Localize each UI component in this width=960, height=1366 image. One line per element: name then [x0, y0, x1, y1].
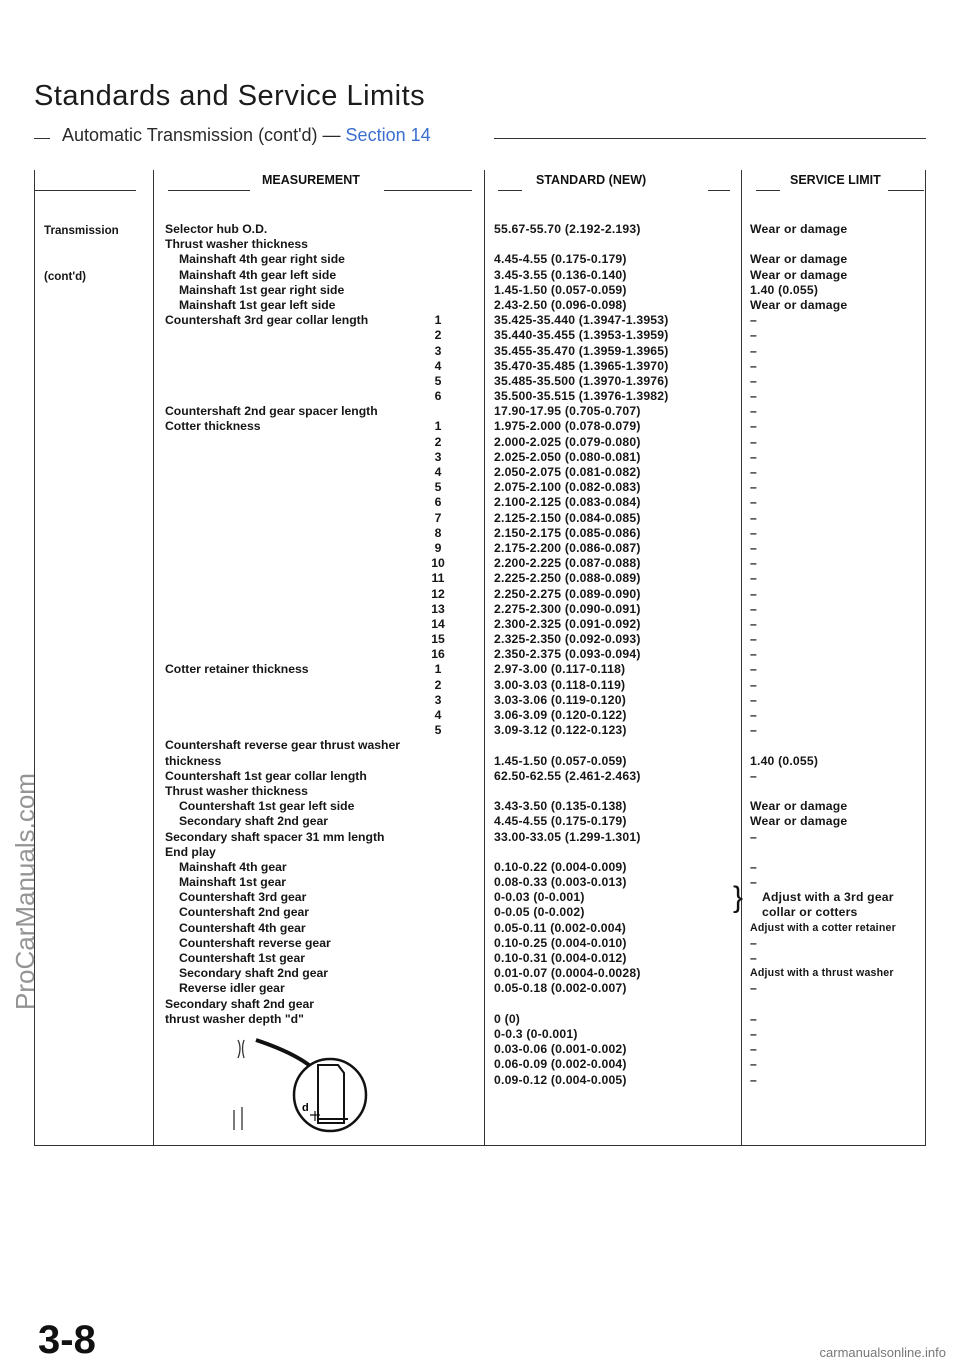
measurement-row — [165, 541, 400, 556]
watermark: ProCarManuals.com — [10, 773, 40, 1010]
standard-row: 0.06-0.09 (0.002-0.004) — [494, 1057, 627, 1072]
measurement-row — [165, 435, 400, 450]
service-limit-row: – — [750, 951, 757, 965]
measurement-row: Thrust washer thickness — [165, 237, 308, 252]
column-divider-1 — [153, 170, 154, 1145]
service-limit-row: – — [750, 434, 757, 449]
service-limit-row: – — [750, 692, 757, 707]
service-limit-row: – — [750, 465, 757, 479]
index-row: 12 — [431, 586, 445, 601]
standard-row: 1.45-1.50 (0.057-0.059) — [494, 282, 627, 297]
standard-row: 2.150-2.175 (0.085-0.086) — [494, 525, 641, 540]
depth-label: d — [302, 1102, 309, 1114]
service-limit-row: – — [750, 556, 757, 571]
standard-row — [494, 237, 669, 252]
service-limit-row: – — [750, 449, 757, 464]
measurement-row — [165, 587, 400, 602]
measurement-row: thickness — [165, 753, 222, 768]
measurement-row: Secondary shaft spacer 31 mm length — [165, 829, 385, 844]
standard-row: 1.45-1.50 (0.057-0.059) — [494, 753, 627, 768]
service-limit-row: – — [750, 571, 757, 586]
index-row: 4 — [434, 358, 442, 373]
standard-row: 0.05-0.11 (0.002-0.004) — [494, 920, 626, 935]
service-limit-column — [750, 222, 896, 1088]
standard-row: 3.00-3.03 (0.118-0.119) — [494, 677, 626, 692]
service-limit-row: – — [750, 677, 757, 692]
index-row: 13 — [431, 601, 445, 616]
measurement-row: Countershaft 2nd gear spacer length — [165, 404, 378, 419]
standard-row: 2.43-2.50 (0.096-0.098) — [494, 297, 627, 312]
service-limit-row — [750, 784, 896, 799]
page-number: 3-8 — [38, 1318, 96, 1362]
service-limit-row: – — [750, 404, 757, 419]
standard-row: 33.00-33.05 (1.299-1.301) — [494, 829, 641, 844]
measurement-row: Countershaft reverse gear thrust washer — [165, 738, 401, 753]
measurement-row: Countershaft 1st gear collar length — [165, 768, 367, 783]
service-limit-row: – — [750, 708, 757, 722]
index-row: 9 — [434, 540, 442, 555]
service-limit-row: – — [750, 510, 757, 525]
service-limit-row: – — [750, 601, 757, 616]
service-limit-row: Wear or damage — [750, 799, 848, 814]
service-limit-row: Wear or damage — [750, 222, 848, 236]
service-limit-row: – — [750, 373, 757, 388]
standard-row: 3.09-3.12 (0.122-0.123) — [494, 723, 627, 738]
measurement-row: Selector hub O.D. — [165, 222, 268, 236]
service-limit-row — [750, 237, 896, 252]
measurement-row — [165, 389, 400, 404]
index-row — [426, 268, 450, 283]
service-limit-row: – — [750, 419, 757, 434]
measurement-row — [165, 495, 400, 510]
standard-row: 17.90-17.95 (0.705-0.707) — [494, 404, 641, 419]
service-limit-row: – — [750, 723, 757, 738]
index-row: 2 — [434, 328, 442, 343]
index-row: 11 — [431, 571, 445, 586]
header-standard: STANDARD (NEW) — [536, 173, 647, 187]
measurement-row — [165, 328, 400, 343]
standard-row: 0.03-0.06 (0.001-0.002) — [494, 1042, 627, 1057]
service-limit-row: – — [750, 647, 757, 662]
brace-mark: } — [733, 881, 744, 914]
measurement-row: Mainshaft 4th gear right side — [179, 252, 345, 267]
standard-row: 0 (0) — [494, 1011, 521, 1026]
measurement-row: Mainshaft 4th gear — [179, 859, 287, 874]
measurement-row: Countershaft reverse gear — [179, 935, 331, 950]
standard-row: 62.50-62.55 (2.461-2.463) — [494, 768, 641, 783]
measurement-row — [165, 526, 400, 541]
index-row: 1 — [434, 662, 442, 677]
index-row: 5 — [434, 480, 442, 495]
index-row: 5 — [434, 373, 442, 388]
measurement-row — [165, 511, 400, 526]
shaft-section-bottom — [234, 1107, 242, 1130]
standard-row: 4.45-4.55 (0.175-0.179) — [494, 252, 627, 267]
service-limit-row: – — [750, 1042, 757, 1057]
standard-row: 2.325-2.350 (0.092-0.093) — [494, 632, 641, 647]
category-line: Transmission — [44, 224, 119, 238]
header-rule-4a — [756, 190, 780, 191]
thrust-washer-depth-diagram — [218, 1035, 368, 1135]
service-limit-row: Wear or damage — [750, 267, 848, 282]
service-limit-row: – — [750, 328, 757, 343]
index-row: 8 — [434, 525, 442, 540]
standard-row: 2.175-2.200 (0.086-0.087) — [494, 540, 641, 555]
measurement-row — [165, 678, 400, 693]
standard-row: 0.01-0.07 (0.0004-0.0028) — [494, 966, 641, 981]
service-limit-row: – — [750, 343, 757, 358]
service-limit-row: – — [750, 586, 757, 601]
measurement-row — [165, 571, 400, 586]
standard-row: 2.075-2.100 (0.082-0.083) — [494, 480, 641, 495]
measurement-row: Secondary shaft 2nd gear — [165, 996, 315, 1011]
service-limit-row: – — [750, 1057, 757, 1072]
measurement-row — [165, 708, 400, 723]
measurement-row: Countershaft 3rd gear collar length — [165, 313, 369, 328]
measurement-row — [165, 450, 400, 465]
index-row: 5 — [434, 723, 442, 738]
service-limit-row: – — [750, 1072, 757, 1087]
standard-row: 2.350-2.375 (0.093-0.094) — [494, 647, 641, 662]
footer-site: carmanualsonline.info — [819, 1345, 946, 1360]
index-row — [426, 222, 450, 237]
measurement-row: Thrust washer thickness — [165, 783, 308, 798]
column-divider-2 — [484, 170, 485, 1145]
header-rule-1 — [34, 190, 136, 191]
standard-row: 4.45-4.55 (0.175-0.179) — [494, 814, 627, 829]
measurement-row — [165, 723, 400, 738]
service-limit-row: – — [750, 616, 757, 631]
standard-row: 3.03-3.06 (0.119-0.120) — [494, 692, 626, 707]
standard-row: 2.225-2.250 (0.088-0.089) — [494, 571, 641, 586]
service-limit-row: 1.40 (0.055) — [750, 282, 819, 297]
standard-row: 2.100-2.125 (0.083-0.084) — [494, 495, 641, 510]
index-row: 6 — [434, 495, 442, 510]
service-limit-row: – — [750, 525, 757, 540]
header-rule-2b — [384, 190, 472, 191]
measurement-row: Secondary shaft 2nd gear — [179, 966, 329, 981]
page-title: Standards and Service Limits — [34, 80, 426, 112]
measurement-row — [165, 465, 400, 480]
service-limit-row: – — [750, 1026, 757, 1041]
index-column — [426, 222, 450, 738]
category-column — [44, 193, 119, 299]
standard-row: 3.45-3.55 (0.136-0.140) — [494, 267, 627, 282]
measurement-row: Cotter thickness — [165, 419, 261, 434]
subtitle-rule-right — [494, 138, 926, 139]
index-row: 2 — [434, 434, 442, 449]
standard-row: 35.485-35.500 (1.3970-1.3976) — [494, 373, 669, 388]
standard-row — [494, 845, 669, 860]
index-row: 1 — [434, 313, 442, 328]
index-row: 3 — [434, 343, 442, 358]
service-limit-row: 1.40 (0.055) — [750, 753, 819, 768]
index-row: 10 — [431, 556, 445, 571]
measurement-row: Cotter retainer thickness — [165, 662, 309, 677]
measurement-row: Secondary shaft 2nd gear — [179, 814, 329, 829]
standard-row — [494, 738, 669, 753]
service-limit-row: – — [750, 662, 757, 677]
service-limit-row: – — [750, 875, 757, 890]
standard-row: 0-0.03 (0-0.001) — [494, 890, 585, 905]
measurement-row: Countershaft 2nd gear — [179, 905, 310, 920]
measurement-row — [165, 647, 400, 662]
standard-row: 1.975-2.000 (0.078-0.079) — [494, 419, 641, 434]
standard-row — [494, 997, 669, 1012]
service-limit-row: – — [750, 389, 757, 404]
standard-row: 0-0.3 (0-0.001) — [494, 1026, 578, 1041]
standard-row — [494, 784, 669, 799]
standard-row: 0.10-0.31 (0.004-0.012) — [494, 951, 627, 965]
standard-row: 2.125-2.150 (0.084-0.085) — [494, 510, 641, 525]
measurement-row: Mainshaft 1st gear — [179, 875, 287, 890]
index-row — [426, 252, 450, 267]
header-measurement: MEASUREMENT — [262, 173, 360, 187]
measurement-row: End play — [165, 844, 216, 859]
service-limit-row: – — [750, 859, 757, 874]
service-limit-row — [750, 997, 896, 1012]
measurement-row: Countershaft 1st gear — [179, 951, 305, 965]
header-rule-4b — [888, 190, 924, 191]
shaft-section-top — [238, 1040, 244, 1058]
standard-row: 3.06-3.09 (0.120-0.122) — [494, 708, 627, 722]
page-subtitle — [62, 125, 431, 146]
measurement-row: Reverse idler gear — [179, 981, 285, 996]
measurement-row — [165, 556, 400, 571]
measurement-row — [165, 344, 400, 359]
index-row — [426, 283, 450, 298]
index-row: 14 — [431, 616, 445, 631]
service-limit-row: – — [750, 540, 757, 555]
standard-row: 2.300-2.325 (0.091-0.092) — [494, 616, 641, 631]
standard-row: 35.470-35.485 (1.3965-1.3970) — [494, 358, 669, 373]
standard-row: 2.050-2.075 (0.081-0.082) — [494, 465, 641, 479]
service-limit-row: Adjust with a thrust washer — [750, 967, 894, 980]
index-row: 2 — [434, 677, 442, 692]
service-limit-row: – — [750, 829, 757, 844]
service-limit-row: Wear or damage — [750, 814, 848, 829]
subtitle-rule-left — [34, 138, 50, 139]
service-limit-row: Adjust with a 3rd gear — [762, 890, 894, 905]
header-service-limit: SERVICE LIMIT — [790, 173, 881, 187]
standard-row: 2.275-2.300 (0.090-0.091) — [494, 601, 641, 616]
header-rule-3b — [708, 190, 730, 191]
service-limit-row: – — [750, 632, 757, 647]
column-divider-3 — [741, 170, 742, 1145]
service-limit-row: – — [750, 495, 757, 510]
standard-row: 35.500-35.515 (1.3976-1.3982) — [494, 389, 669, 404]
index-row: 16 — [431, 647, 445, 662]
measurement-row — [165, 693, 400, 708]
index-row: 7 — [434, 510, 442, 525]
measurement-row: thrust washer depth "d" — [165, 1011, 304, 1026]
measurement-column — [165, 222, 400, 1027]
standard-row: 2.200-2.225 (0.087-0.088) — [494, 556, 641, 571]
header-rule-2a — [168, 190, 250, 191]
standard-row: 0.08-0.33 (0.003-0.013) — [494, 875, 627, 890]
category-line: (cont'd) — [44, 270, 87, 283]
section-label: Section 14 — [345, 125, 431, 145]
service-limit-row: – — [750, 1011, 757, 1026]
standard-row: 35.455-35.470 (1.3959-1.3965) — [494, 343, 669, 358]
standard-row: 35.425-35.440 (1.3947-1.3953) — [494, 313, 669, 328]
service-limit-row: Wear or damage — [750, 252, 848, 267]
index-row: 3 — [434, 449, 442, 464]
index-row: 3 — [434, 692, 442, 707]
standard-row: 55.67-55.70 (2.192-2.193) — [494, 222, 641, 236]
standard-row: 0.10-0.22 (0.004-0.009) — [494, 859, 627, 874]
standard-row: 0-0.05 (0-0.002) — [494, 905, 585, 920]
index-row: 4 — [434, 708, 442, 722]
service-limit-row: – — [750, 935, 757, 950]
index-row — [426, 237, 450, 252]
measurement-row — [165, 602, 400, 617]
standard-row: 2.97-3.00 (0.117-0.118) — [494, 662, 626, 677]
standard-row: 0.10-0.25 (0.004-0.010) — [494, 935, 627, 950]
detail-circle — [294, 1059, 366, 1131]
standard-row: 0.05-0.18 (0.002-0.007) — [494, 981, 627, 996]
measurement-row: Mainshaft 1st gear right side — [179, 282, 345, 297]
measurement-row — [165, 480, 400, 495]
service-limit-row: – — [750, 358, 757, 373]
index-row — [426, 404, 450, 419]
service-limit-row: Wear or damage — [750, 297, 848, 312]
index-row: 6 — [434, 389, 442, 404]
measurement-row: Mainshaft 4th gear left side — [179, 267, 337, 282]
index-row — [426, 298, 450, 313]
standard-row: 2.000-2.025 (0.079-0.080) — [494, 434, 641, 449]
service-limit-row: collar or cotters — [762, 905, 858, 920]
subtitle-text: Automatic Transmission (cont'd) — — [62, 125, 341, 145]
index-row: 1 — [434, 419, 442, 434]
standard-column — [494, 222, 669, 1088]
service-limit-row: – — [750, 768, 757, 783]
index-row: 15 — [431, 632, 445, 647]
header-rule-3a — [498, 190, 522, 191]
measurement-row — [165, 359, 400, 374]
service-limit-row: – — [750, 313, 757, 328]
standard-row: 3.43-3.50 (0.135-0.138) — [494, 799, 627, 814]
measurement-row — [165, 632, 400, 647]
service-limit-row — [750, 845, 896, 860]
service-limit-row — [750, 738, 896, 753]
measurement-row: Countershaft 1st gear left side — [179, 799, 355, 814]
standard-row: 35.440-35.455 (1.3953-1.3959) — [494, 328, 669, 343]
index-row: 4 — [434, 465, 442, 479]
standard-row: 0.09-0.12 (0.004-0.005) — [494, 1072, 627, 1087]
standard-row: 2.025-2.050 (0.080-0.081) — [494, 449, 641, 464]
measurement-row: Mainshaft 1st gear left side — [179, 297, 336, 312]
service-limit-row: Adjust with a cotter retainer — [750, 921, 896, 934]
service-limit-row: – — [750, 480, 757, 495]
service-limit-row: – — [750, 981, 757, 996]
measurement-row — [165, 374, 400, 389]
measurement-row: Countershaft 3rd gear — [179, 890, 307, 905]
measurement-row: Countershaft 4th gear — [179, 920, 306, 935]
measurement-row — [165, 617, 400, 632]
standard-row: 2.250-2.275 (0.089-0.090) — [494, 586, 641, 601]
